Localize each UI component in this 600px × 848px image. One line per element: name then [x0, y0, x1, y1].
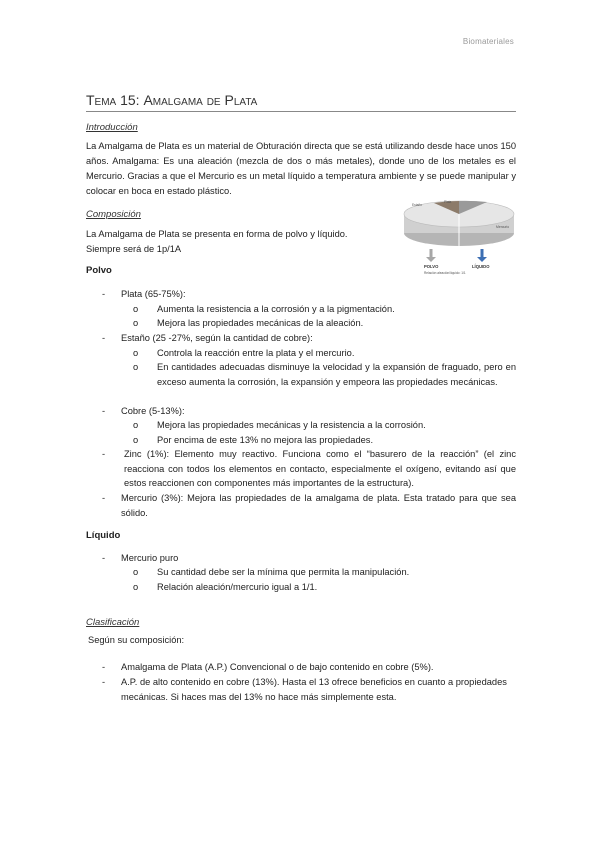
list-item: - Zinc (1%): Elemento muy reactivo. Funciona como el “basurero de la reacción” (el zinc reacciona con todos los elementos en contacto, especialmente el oxígeno, evitando así que estos reaccionen con componentes más importantes de la estructura). [102, 449, 516, 489]
label-mercurio: Mercurio [496, 225, 510, 229]
title-main: Amalgama de Plata [143, 92, 258, 108]
list-item: - Mercurio puro [102, 553, 179, 563]
polvo-heading: Polvo [86, 265, 112, 276]
intro-paragraph: La Amalgama de Plata es un material de Obturación directa que se está utilizando desde hace unos 150 años. Amalgama: Es una aleación (mezcla de dos o más metales), donde uno de los metales es el Mercurio. Gracias a que el Mercurio es un metal líquido a temperatura ambiente y se puede manipular y colocar en boca en estado plástico. [86, 141, 516, 196]
clasificacion-intro: Según su composición: [88, 635, 185, 645]
list-subitem: o Su cantidad debe ser la mínima que permita la manipulación. [133, 567, 410, 577]
amalgam-disc-diagram [402, 200, 517, 276]
composicion-heading: Composición [86, 209, 141, 220]
amalgam-ratio-figure [402, 200, 517, 276]
list-item: - Cobre (5-13%): [102, 406, 185, 416]
clasificacion-heading: Clasificación [86, 617, 140, 628]
composicion-line-1: La Amalgama de Plata se presenta en forma de polvo y líquido. [86, 229, 348, 239]
list-subitem: o Mejora las propiedades mecánicas de la aleación. [133, 318, 364, 328]
label-liquido: LÍQUIDO [472, 264, 490, 269]
composicion-line-2: Siempre será de 1p/1A [86, 244, 182, 254]
page-title [86, 92, 516, 112]
title-prefix: Tema 15: [86, 92, 140, 108]
liquido-heading: Líquido [86, 530, 121, 541]
list-subitem: o Relación aleación/mercurio igual a 1/1. [133, 582, 318, 592]
list-item: - Plata (65-75%): [102, 289, 186, 299]
list-item: - Estaño (25 -27%, según la cantidad de cobre): [102, 333, 313, 343]
list-subitem: o Controla la reacción entre la plata y el mercurio. [133, 348, 355, 358]
intro-heading: Introducción [86, 122, 138, 133]
list-item: - A.P. de alto contenido en cobre (13%). Hasta el 13 ofrece beneficios en cuanto a propiedades mecánicas. Si haces mas del 13% no hace más simplemente esta. [102, 677, 507, 702]
list-subitem: o Por encima de este 13% no mejora las propiedades. [133, 435, 374, 445]
list-subitem: o Mejora las propiedades mecánicas y la resistencia a la corrosión. [133, 420, 426, 430]
list-item: - Mercurio (3%): Mejora las propiedades de la amalgama de plata. Esta tratado para que sea sólido. [102, 493, 516, 518]
list-item: - Amalgama de Plata (A.P.) Convencional o de bajo contenido en cobre (5%). [102, 662, 434, 672]
label-plata: Plata [444, 200, 452, 204]
label-estano: Estaño [412, 203, 422, 207]
figure-caption: Relación aleación/líquido: 1/1 [424, 271, 466, 275]
running-header: Biomateriales [462, 37, 514, 46]
label-polvo: POLVO [424, 264, 439, 269]
list-subitem: o Aumenta la resistencia a la corrosión y a la pigmentación. [133, 304, 395, 314]
list-subitem: o En cantidades adecuadas disminuye la velocidad y la expansión de fraguado, pero en exceso aumenta la corrosión, la expansión y empeora las propiedades mecánicas. [133, 362, 516, 387]
